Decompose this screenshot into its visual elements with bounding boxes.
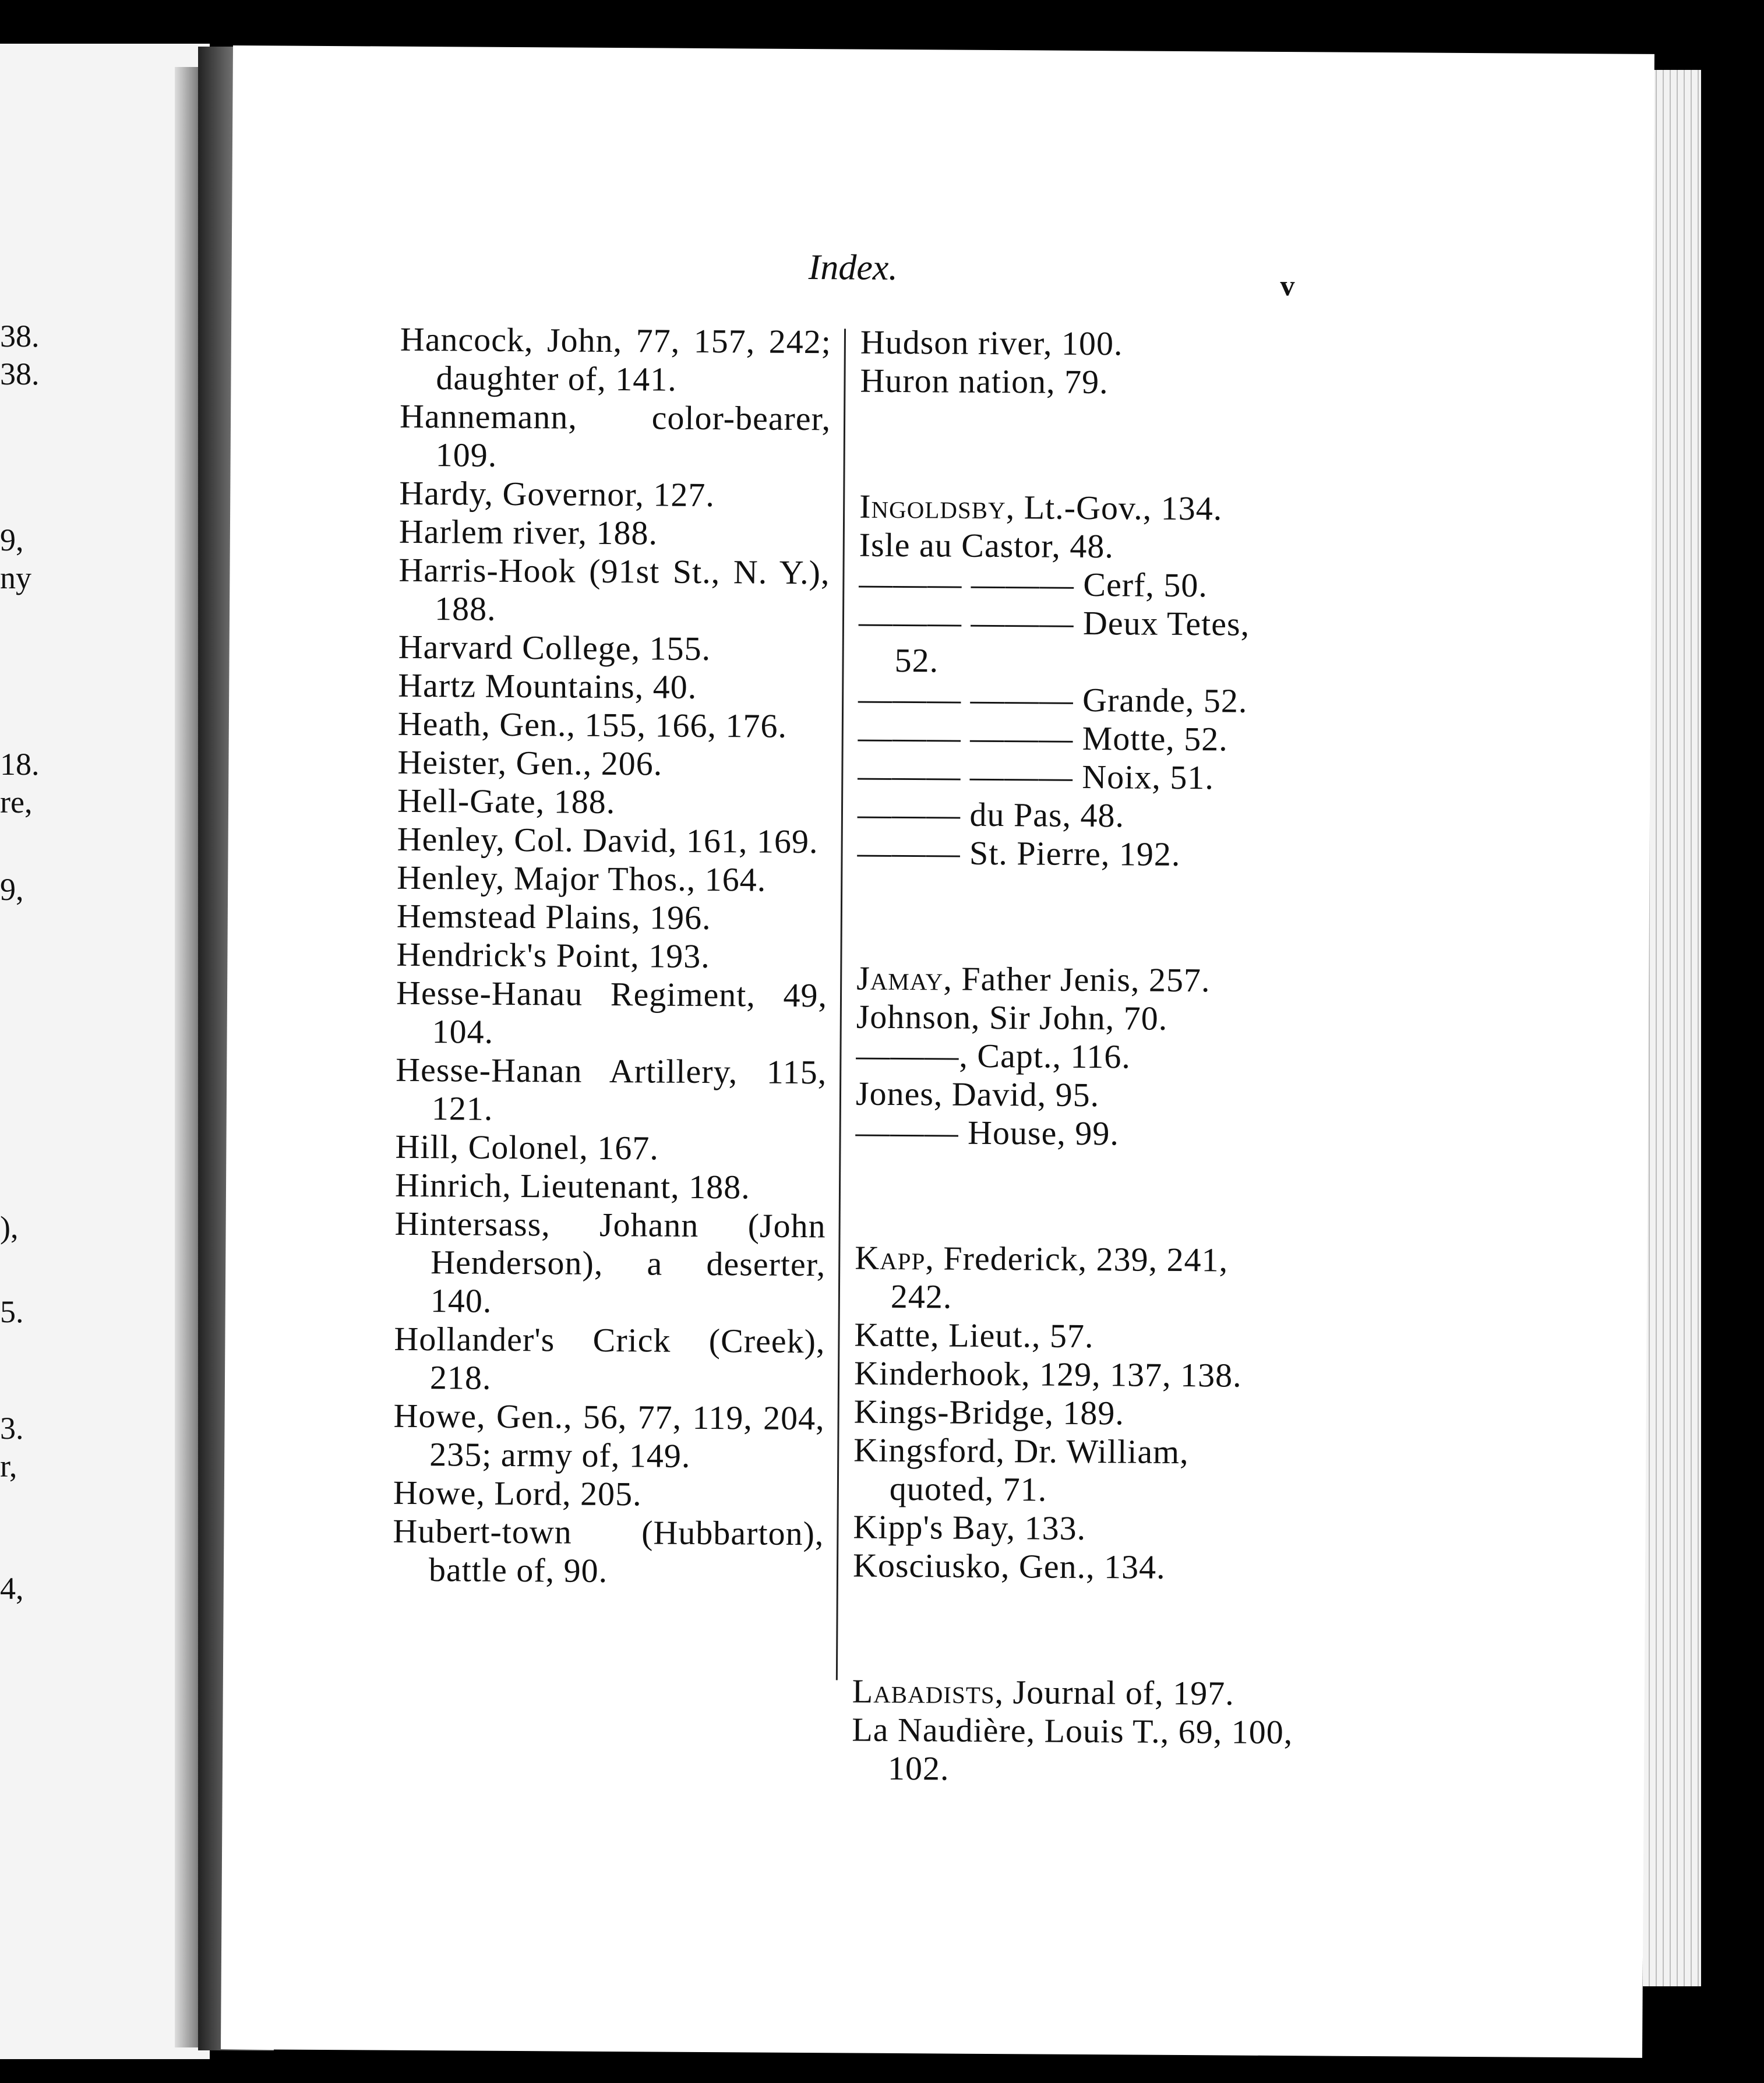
page-number: v	[1280, 269, 1295, 302]
index-entry: ——— ——— Cerf, 50.	[859, 564, 1208, 605]
facing-page-fragment: ny	[0, 560, 31, 595]
index-page	[221, 45, 1654, 2058]
index-entry: Hubert-town (Hubbarton), battle of, 90.	[393, 1512, 824, 1590]
running-head: Index.	[808, 248, 898, 288]
letter-heading: Kapp	[855, 1238, 926, 1277]
letter-gap	[855, 1152, 1299, 1242]
index-entry: Heath, Gen., 155, 166, 176.	[397, 704, 788, 745]
index-entry: Huron nation, 79.	[860, 361, 1109, 401]
facing-page-fragment: ),	[0, 1210, 19, 1245]
facing-page-fragment: 38.	[0, 319, 40, 354]
index-entry: Katte, Lieut., 57.	[854, 1315, 1094, 1355]
index-entry: Kings-Bridge, 189.	[853, 1392, 1125, 1432]
facing-page-fragment: 9,	[0, 522, 24, 557]
index-column-right	[852, 323, 1303, 1791]
index-entry: ——— St. Pierre, 192.	[857, 833, 1181, 873]
index-entry: Hill, Colonel, 167.	[395, 1127, 659, 1167]
index-entry: Johnson, Sir John, 70.	[856, 997, 1168, 1037]
index-entry: ——— House, 99.	[855, 1113, 1120, 1153]
facing-page-fragment: 9,	[0, 872, 24, 907]
facing-page-fragment: r,	[0, 1449, 17, 1484]
index-entry: Hemstead Plains, 196.	[396, 896, 711, 937]
index-entry: Hannemann, color-bearer, 109.	[399, 397, 831, 474]
index-entry: Howe, Lord, 205.	[393, 1473, 642, 1513]
letter-heading: Ingoldsby	[859, 487, 1006, 527]
index-entry: Hell-Gate, 188.	[397, 781, 616, 821]
letter-gap	[859, 400, 1303, 490]
index-entry: Hinrich, Lieutenant, 188.	[394, 1166, 750, 1206]
index-entry: Hartz Mountains, 40.	[398, 666, 697, 706]
facing-page-fragment: 3.	[0, 1411, 24, 1446]
index-entry: Hancock, John, 77, 157, 242; daughter of, 141.	[400, 320, 832, 398]
index-entry: Ingoldsby, Lt.-Gov., 134.	[859, 487, 1223, 528]
letter-gap	[856, 872, 1300, 962]
letter-gap	[852, 1585, 1296, 1675]
facing-page-fragment: 38.	[0, 356, 40, 391]
index-entry: Heister, Gen., 206.	[397, 743, 663, 783]
index-entry: Harvard College, 155.	[398, 627, 711, 668]
facing-page-fragment: 5.	[0, 1294, 24, 1329]
index-entry: Harris-Hook (91st St., N. Y.), 188.	[398, 550, 830, 628]
index-entry: ———, Capt., 116.	[856, 1036, 1131, 1076]
index-entry: Hudson river, 100.	[860, 323, 1123, 363]
index-entry: Jamay, Father Jenis, 257.	[856, 959, 1211, 1000]
index-entry: Hendrick's Point, 193.	[396, 935, 710, 976]
column-rule	[836, 329, 846, 1680]
index-entry: ——— du Pas, 48.	[857, 795, 1125, 835]
index-entry: Hesse-Hanan Artillery, 115, 121.	[396, 1050, 827, 1128]
index-entry: Hesse-Hanau Regiment, 49, 104.	[396, 973, 828, 1051]
index-entry: Henley, Col. David, 161, 169.	[397, 820, 819, 861]
index-entry: Kingsford, Dr. William, quoted, 71.	[853, 1431, 1189, 1509]
letter-heading: Jamay	[856, 959, 944, 998]
index-entry: Harlem river, 188.	[398, 512, 658, 552]
index-entry: Kipp's Bay, 133.	[853, 1507, 1086, 1547]
facing-page-fragment: 4,	[0, 1571, 24, 1606]
index-entry: Labadists, Journal of, 197.	[852, 1672, 1234, 1713]
index-entry: ——— ——— Deux Tetes, 52.	[858, 602, 1250, 680]
index-entry: ——— ——— Motte, 52.	[858, 718, 1229, 758]
index-entry: ——— ——— Noix, 51.	[858, 756, 1215, 797]
index-entry: Isle au Castor, 48.	[859, 525, 1114, 566]
index-entry: La Naudière, Louis T., 69, 100, 102.	[852, 1710, 1293, 1788]
index-column-left	[393, 320, 831, 1591]
index-entry: Jones, David, 95.	[855, 1074, 1100, 1114]
index-entry: Kosciusko, Gen., 134.	[852, 1546, 1166, 1586]
facing-page	[0, 44, 210, 2059]
facing-page-fragment: re,	[0, 785, 33, 820]
index-entry: Hollander's Crick (Creek), 218.	[394, 1319, 825, 1397]
index-entry: ——— ——— Grande, 52.	[858, 679, 1248, 720]
index-entry: Hardy, Governor, 127.	[399, 474, 715, 514]
letter-heading: Labadists	[852, 1672, 995, 1711]
index-entry: Howe, Gen., 56, 77, 119, 204, 235; army of, 149.	[393, 1396, 825, 1475]
index-entry: Henley, Major Thos., 164.	[397, 858, 767, 899]
index-entry: Kinderhook, 129, 137, 138.	[853, 1354, 1242, 1394]
index-entry: Kapp, Frederick, 239, 241, 242.	[855, 1238, 1229, 1316]
index-entry: Hintersass, Johann (John Henderson), a deserter, 140.	[394, 1204, 826, 1320]
facing-page-fragment: 18.	[0, 747, 40, 782]
